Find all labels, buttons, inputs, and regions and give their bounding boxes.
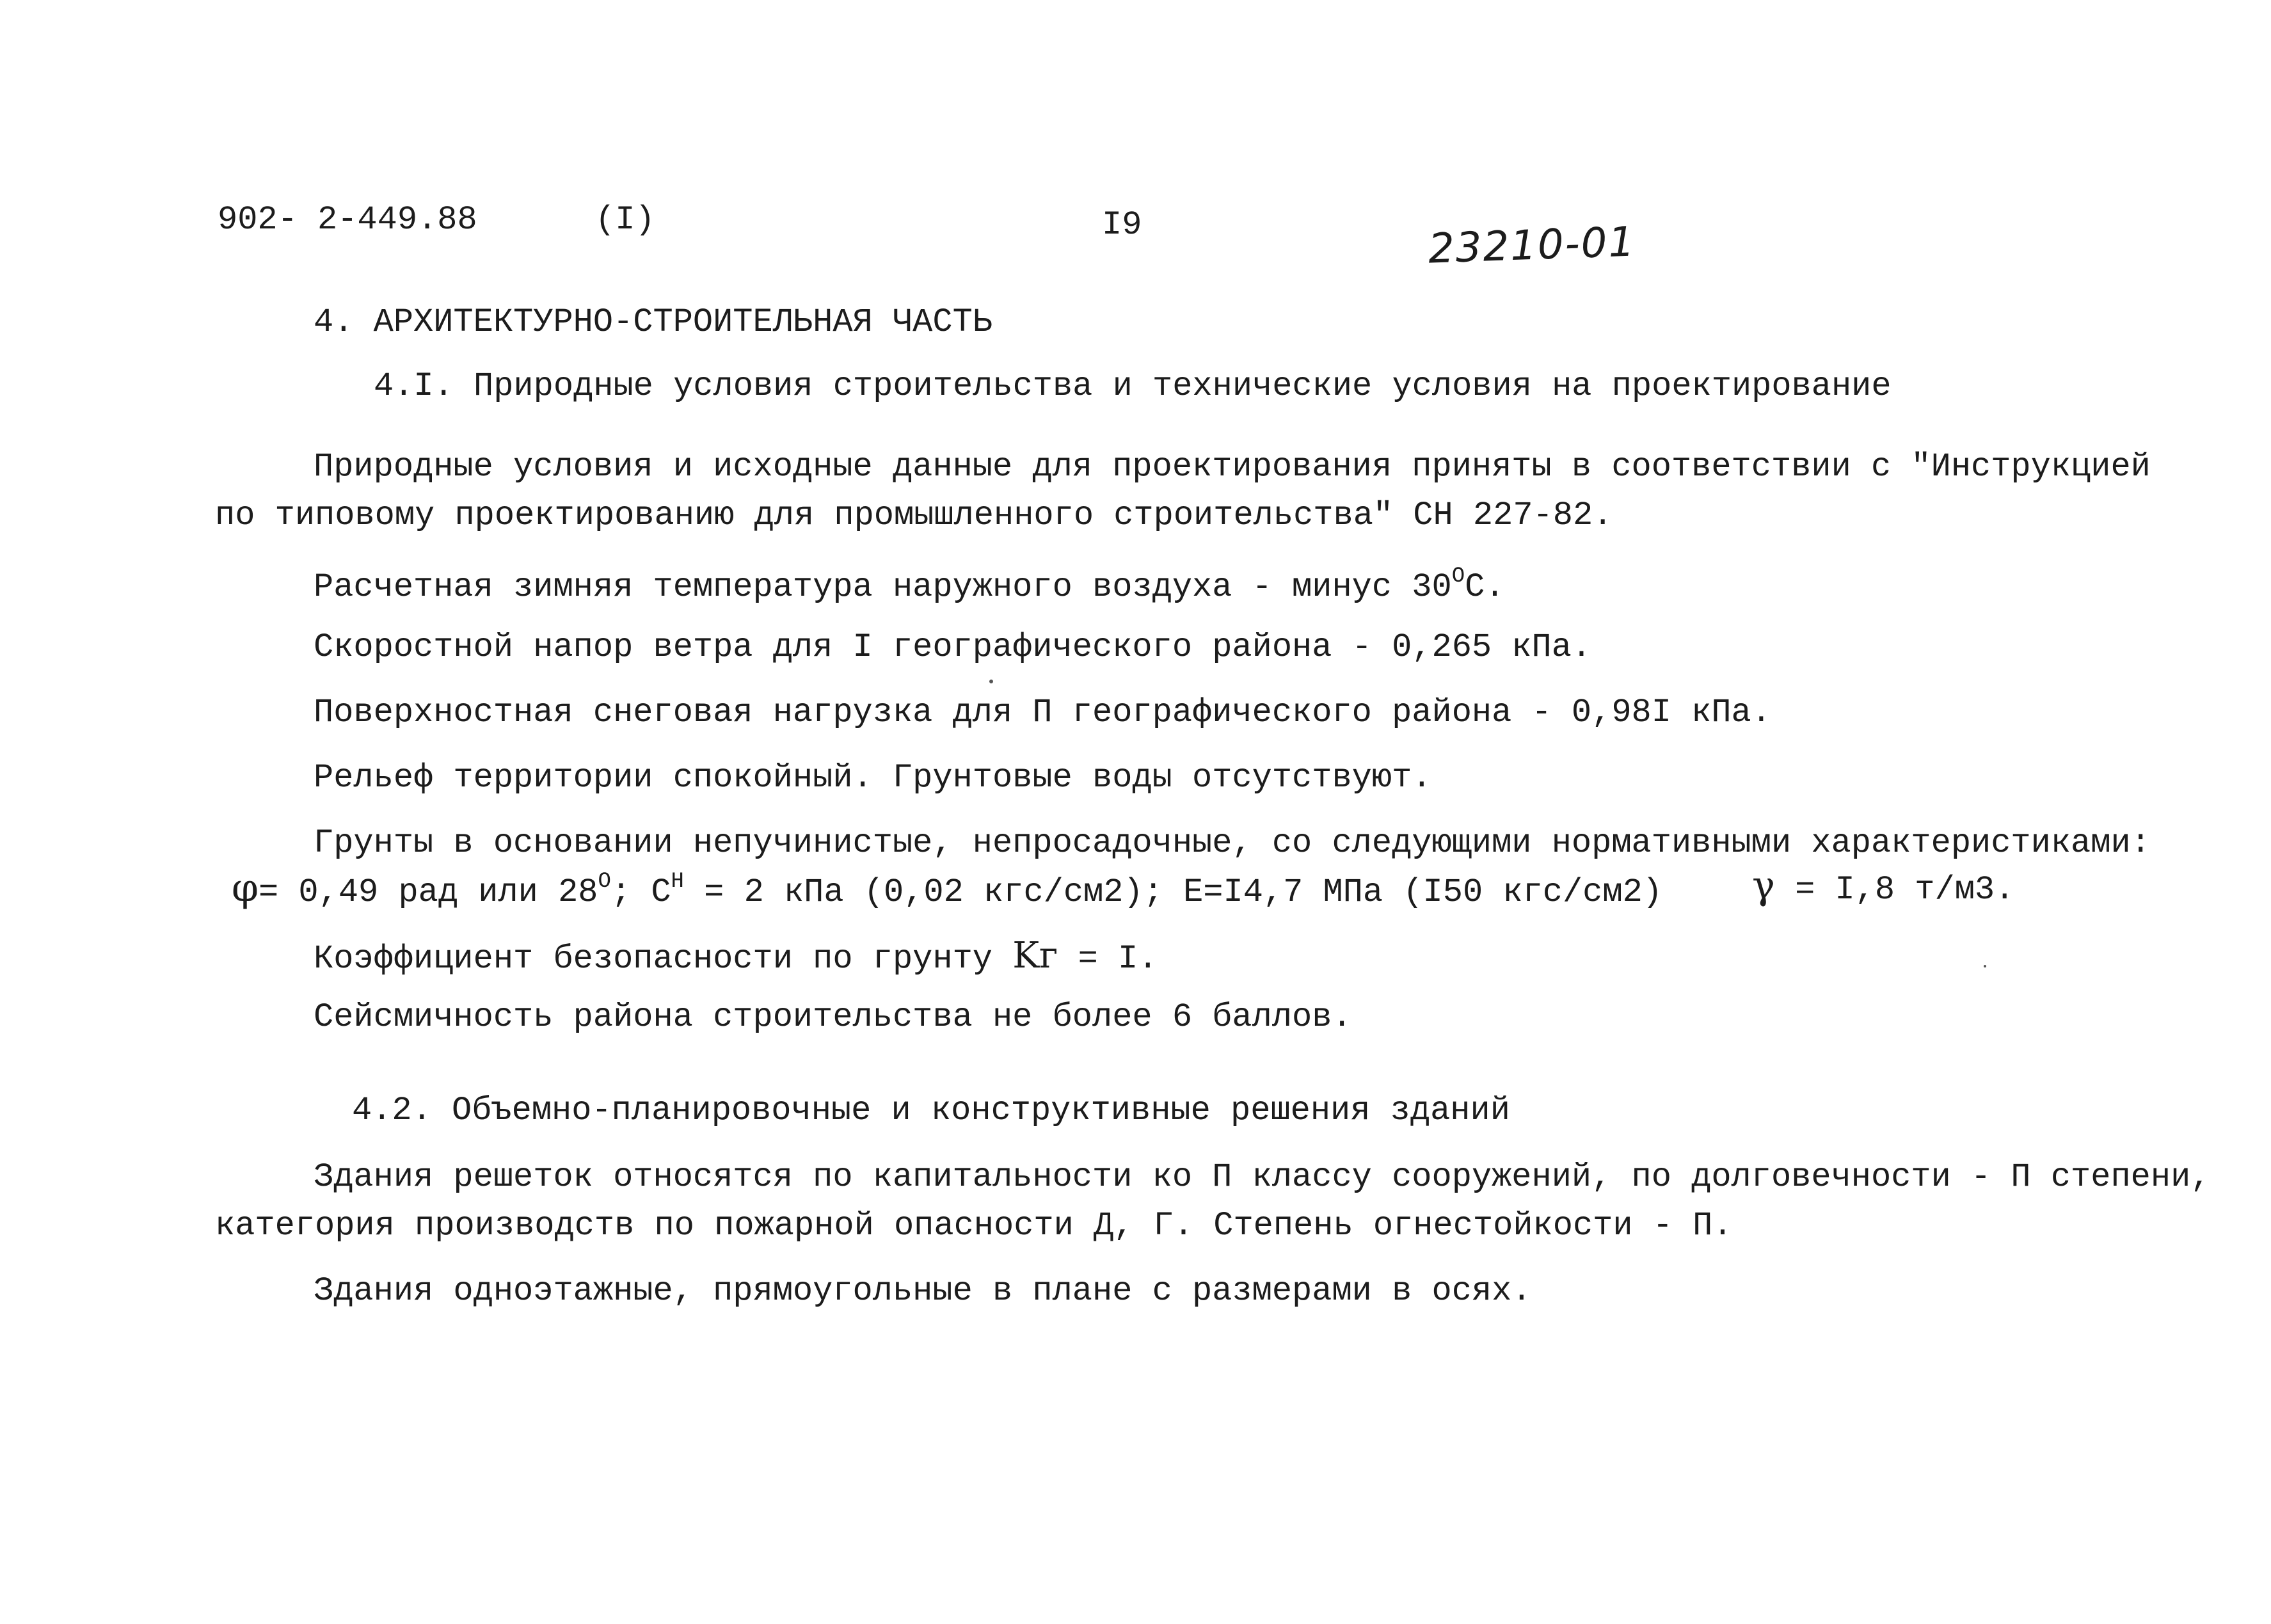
paragraph-instructions-line-2: по типовому проектированию для промышленного строительства" СН 227-82.: [215, 497, 1613, 534]
safety-factor-value: = I.: [1058, 940, 1158, 978]
speck: [1984, 965, 1986, 967]
phi-value: = 0,49 рад или 28: [259, 873, 598, 911]
gamma-symbol: γ: [1752, 863, 1775, 908]
section-title: 4. АРХИТЕКТУРНО-СТРОИТЕЛЬНАЯ ЧАСТЬ: [314, 303, 992, 341]
soil-parameters-line: [232, 866, 1663, 911]
seismicity-line: Сейсмичность района строительства не более 6 баллов.: [314, 998, 1352, 1036]
temperature-line: [314, 566, 1505, 604]
snow-load-line: Поверхностная снеговая нагрузка для П географического района - 0,98I кПа.: [314, 694, 1771, 731]
gamma-parameter: [1752, 863, 2015, 909]
phi-degree-sign: O: [598, 870, 611, 894]
handwritten-inventory-number: 23210-01: [1427, 218, 1637, 273]
temperature-unit: C.: [1465, 568, 1505, 606]
page-number: I9: [1102, 206, 1142, 244]
cohesion-and-modulus: = 2 кПа (0,02 кгс/см2); E=I4,7 МПа (I50 кгс/см2): [683, 873, 1663, 911]
subsection-4-2-title: 4.2. Объемно-планировочные и конструктивные решения зданий: [352, 1092, 1510, 1129]
phi-symbol: φ: [232, 866, 259, 911]
document-part: (I): [595, 201, 655, 239]
safety-factor-symbol: Kг: [1012, 935, 1058, 976]
speck: [989, 680, 993, 683]
safety-factor-line: [314, 935, 1158, 978]
paragraph-class-line-2: категория производств по пожарной опасности Д, Г. Степень огнестойкости - П.: [215, 1207, 1733, 1245]
temperature-text: Расчетная зимняя температура наружного воздуха - минус 30: [314, 568, 1452, 606]
temperature-degree-sign: O: [1451, 564, 1465, 589]
relief-line: Рельеф территории спокойный. Грунтовые воды отсутствуют.: [314, 759, 1432, 797]
soil-description-line: Грунты в основании непучинистые, непросадочные, со следующими нормативными характеристиками:: [314, 824, 2151, 862]
gamma-value: = I,8 т/м3.: [1795, 871, 2015, 909]
paragraph-class-line-1: Здания решеток относятся по капитальности ко П классу сооружений, по долговечности - П степени,: [314, 1158, 2211, 1196]
safety-factor-text: Коэффициент безопасности по грунту: [314, 940, 1013, 978]
paragraph-instructions-line-1: Природные условия и исходные данные для проектирования приняты в соответствии с "Инструкцией: [314, 448, 2151, 486]
cohesion-superscript: H: [671, 870, 684, 894]
wind-pressure-line: Скоростной напор ветра для I географического района - 0,265 кПа.: [314, 628, 1592, 666]
subsection-4-1-title: 4.I. Природные условия строительства и технические условия на проектирование: [374, 367, 1892, 405]
paragraph-dimensions: Здания одноэтажные, прямоугольные в плане с размерами в осях.: [314, 1272, 1532, 1310]
document-code: 902- 2-449.88: [218, 201, 477, 239]
cohesion-label: ; C: [610, 873, 671, 911]
